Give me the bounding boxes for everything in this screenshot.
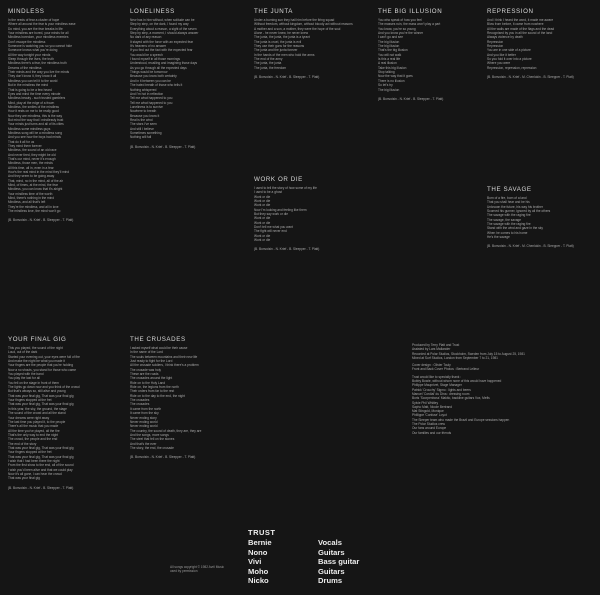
lyric-line: The savage with the raging fire [487, 222, 531, 227]
song-credit: (B. Bonvoisin - N. Krief - B. Sleepper - T. Platt) [378, 96, 444, 101]
credit-line: The Sleeper team who made the Brazil and Europe sessions happen [412, 417, 510, 422]
lyric-line: That's the big illusion [378, 48, 408, 53]
lyric-line: The crusades [130, 398, 150, 403]
lyric-line: From the first show to the end, all of the sound [8, 463, 74, 468]
lyric-line: The stars I've seen [130, 122, 157, 127]
lyric-line: Their orders from far to the rest [130, 389, 175, 394]
lyric-line: That, mind, no in the mind, all of the air [8, 178, 64, 183]
lyric-line: Never ending world [130, 419, 158, 424]
band-member-row [248, 576, 428, 586]
lyric-line: The country, the sound of death, they are, they are [130, 428, 202, 433]
lyric-line: The souls between mountains and their new life [130, 354, 198, 359]
lyric-line: That was your final gig, That was your final gig [8, 454, 74, 459]
lyric-line: Scorned his gunner, ignored by all the others [487, 209, 551, 214]
lyric-line: They don't know it, they know it all [8, 74, 57, 79]
credit-line: Produced by Terry Platt and Trust [412, 343, 460, 347]
lyric-line: Alone - he never knew, he never knew [254, 31, 309, 36]
lyric-line: Because you know both certainty [130, 74, 177, 79]
lyric-line: They use their guns for the reasons [254, 44, 305, 49]
credit-line: Boris 'Scorpenboss' Makito, backline guitars Vox, Mefis [412, 396, 490, 401]
lyric-line: Mindless song will be a mindless song [8, 130, 63, 135]
lyric-line: Started your evening out, your eyes were full of fire [8, 354, 80, 359]
lyric-line: Now I'm looking and feeling like them [254, 207, 307, 212]
credit-line: Philippe Mauprivet, Stage Manager [412, 383, 462, 388]
lyric-line: The lights go down now and you think of the crowd [8, 385, 80, 390]
lyric-line: That was your final gig, That was your final gig [8, 402, 74, 407]
lyric-line: Stand with the wind and gaze in the sky [487, 226, 543, 231]
lyric-line: Step by step, a moment, I should always answer [130, 31, 199, 36]
member-role: Vocals [318, 538, 342, 547]
lyric-line: In the reeds of fear a cluster of hope [8, 18, 60, 22]
lyric-line: Work or die [254, 203, 271, 208]
lyric-line: All the walls are made of the flags and the dead [487, 26, 555, 31]
song-title: THE JUNTA [254, 8, 293, 15]
member-role: Bass guitar [318, 557, 360, 566]
band-lineup [248, 528, 428, 586]
lyric-line: Work or die [254, 216, 271, 221]
credit-line: Mat Stingold, Monique [412, 409, 444, 414]
lyric-line: They mind them forever [8, 143, 42, 148]
lyric-line: Repression, repression, repression [487, 65, 537, 70]
lyric-line: Loud, out of the dark [8, 350, 38, 355]
lyric-line: Mindless, and all that's left [8, 200, 46, 205]
credit-line: Front and Back Cover Photos : Bertrand Lelieur [412, 367, 480, 372]
lyric-line: Where all around the fear is your mindless ease [8, 22, 76, 27]
song-credit: (B. Bonvoisin - N. Krief - B. Sleepper - T. Platt) [130, 144, 196, 149]
lyric-line: It's heavens of no answer [130, 44, 167, 49]
song-credit: (B. Bonvoisin - N. Krief - B. Sleepper - T. Platt) [254, 247, 320, 252]
lyric-line: You play the last for all [8, 376, 40, 381]
lyric-line: Tell me what happened to you [130, 96, 173, 101]
lyric-line: There's all the music that you made [8, 424, 59, 429]
lyric-line: Mindless there's a fear, the mindless truth [8, 61, 67, 66]
lyric-line: Now the way that it goes [378, 74, 413, 79]
lyric-line: Everything about a reason, a sight of the seven [130, 26, 197, 31]
lyric-line: The crusades [130, 402, 150, 407]
lyric-line: Your minds just turns and all of its cities [8, 122, 64, 127]
column-2 [130, 8, 238, 460]
song-title: REPRESSION [487, 8, 534, 15]
lyric-line: But they say work or die [254, 212, 289, 217]
column-5 [487, 8, 592, 249]
credit-line: Our fans around Europe [412, 426, 447, 431]
lyric-line: And make the night be what you made it [8, 359, 65, 364]
lyric-line: He's the savage [487, 235, 510, 240]
lyric-line: Nothing will fall [130, 135, 152, 140]
member-name: Nono [248, 547, 268, 557]
lyric-line: Now it's all gone, I can hear the crowd [8, 471, 62, 476]
lyric-line: That's the only way to end the night [8, 432, 59, 437]
lyric-line: Recognised by you in all the sound of the land [487, 31, 553, 36]
lyric-line: But mind the way that I mindlessly trust [8, 117, 64, 122]
lyric-line: And I'm hot in reflection [130, 91, 164, 96]
lyrics-list [378, 18, 478, 92]
lyric-line: The story, the end, the crusade [130, 445, 174, 450]
credit-line: Patrick 'Crouchy' Sigmo : lights and beers [412, 387, 471, 392]
lyric-line: Mindless you can tell it to the world [8, 78, 58, 83]
lyric-line: The crusade was holy [130, 367, 162, 372]
lyric-line: That was your final gig, That was your final gig [8, 393, 74, 398]
song-credit: (B. Bonvoisin - N. Krief - B. Sleepper - T. Platt) [254, 75, 320, 80]
lyric-line: Your fingers are the people that you're holding [8, 363, 73, 368]
lyric-line: The steel that fell on the stones [130, 437, 175, 442]
lyric-line: Take this big illusion [378, 65, 407, 70]
section-crusades [130, 336, 238, 459]
lyrics-list [8, 346, 116, 481]
lyric-line: How it rests on me to be really good [8, 109, 59, 114]
lyric-line: You played with the band [8, 372, 44, 377]
song-title: LONELINESS [130, 8, 175, 15]
song-title: YOUR FINAL GIG [8, 336, 67, 343]
lyric-line: Always violence by death [487, 35, 523, 40]
lyric-line: And the songs, more songs [130, 432, 169, 437]
lyric-line: The crusades around the light [130, 376, 173, 381]
lyric-line: Mindless, those men, the minds [8, 161, 53, 166]
lyric-line: I found myself in all those mornings [130, 57, 180, 62]
lyric-line: As you go through all the expected days [130, 65, 187, 70]
lyric-line: Sometimes something [130, 130, 162, 135]
lyric-line: Someone is watching you so you cannot hide [8, 44, 72, 49]
lyric-line: Work or die [254, 238, 271, 243]
lyric-line: And they seem to be going away [8, 174, 55, 179]
lyrics-list [487, 18, 592, 70]
lyric-line: The junta and the junta forever [254, 48, 298, 53]
lyric-line: The big illusion [378, 44, 400, 49]
column-4 [378, 8, 478, 111]
lyric-line: You who speak of how you feel [378, 18, 422, 22]
lyric-line: Mindless boredom, your mindless enemies [8, 35, 69, 40]
copyright-line-2: used by permission [170, 569, 198, 573]
lyric-line: Your mindless time of the worth [8, 191, 53, 196]
credit-line: Phillippe 'Confuse' Loyot [412, 413, 447, 418]
song-title: WORK OR DIE [254, 176, 303, 183]
lyric-line: You fell on the stage in front of them [8, 380, 59, 385]
lyric-line: The savage, the savage [487, 217, 522, 222]
lyric-line: That is going to be a few heard [8, 87, 52, 92]
lyric-line: That you shall hear and be his [487, 200, 530, 205]
lyric-line: And I think I heard the word, it made me aware [487, 18, 554, 22]
lyric-line: Born of a fire, born of a land [487, 196, 527, 200]
song-title: THE SAVAGE [487, 186, 532, 193]
lyric-line: These are the roads [130, 372, 159, 377]
lyric-line: The big illusion [378, 87, 400, 92]
credit-line: Our families and our friends [412, 430, 452, 435]
lyric-line: There is no illusion [378, 78, 405, 83]
credit-line: Trust would like to specially thank : [412, 374, 462, 379]
lyrics-list [254, 18, 362, 70]
lyric-line: Mindless, the sound of an old race [8, 148, 57, 153]
section-mindless [8, 8, 116, 222]
lyric-line: Mind, there's nothing in the mind [8, 196, 54, 201]
member-name: Vivi [248, 557, 262, 566]
song-credit: (B. Bonvoisin - N. Krief - M. Chenlokin - B. Sleepper - T. Platt) [487, 75, 574, 80]
lyric-line: So let's try [378, 83, 393, 88]
lyric-line: They're the mindless, and all in love [8, 204, 59, 209]
lyric-line: The junta, the freedom [254, 65, 287, 70]
lyrics-list [487, 196, 592, 239]
lyric-line: Ride on, the legions from the north [130, 385, 179, 390]
credit-line: Sylvie Phil Whitley [412, 400, 439, 405]
lyric-line: Work or die [254, 199, 271, 204]
band-member-row [248, 548, 428, 558]
lyric-line: If you find out the fact with the expected fear [130, 48, 193, 53]
lyric-line: Repression [487, 39, 504, 44]
lyric-line: Without freedom, without kingdom, without bloody act without reasons [254, 22, 353, 27]
member-role: Guitars [318, 547, 345, 557]
lyric-line: I can't go and see [378, 35, 404, 40]
lyric-line: A mother and a son, a mother, they were the hope of the soul [254, 26, 341, 31]
lyric-line: Under a burning sun they hail him before the firing squad [254, 18, 335, 22]
lyric-line: Work or die [254, 220, 271, 225]
lyric-line: Is this a real life [378, 57, 401, 62]
lyric-line: Your dreams were right away [8, 415, 50, 420]
lyric-line: Mindless some mindless guys [8, 126, 51, 131]
production-credits [412, 343, 594, 435]
lyric-line: The junta, the junta [254, 61, 282, 66]
section-savage [487, 186, 592, 248]
lyric-line: Now a no shouts, you stand for those who came [8, 367, 77, 372]
lyric-line: All the time you've played, all the fire [8, 428, 60, 433]
lyrics-list [8, 18, 116, 213]
lyric-line: It came from the north [130, 406, 162, 411]
lyric-line: Don't escape the mindless [8, 39, 46, 44]
song-title: MINDLESS [8, 8, 45, 15]
credit-line: Bobby Bowie, without whom none of this would have happened [412, 379, 502, 384]
lyric-line: A real illusion [378, 61, 397, 66]
lyric-line: You will not walk [378, 52, 402, 57]
credit-line: The Polar Studios crew [412, 422, 445, 427]
lyrics-list [254, 186, 362, 242]
column-1 [8, 8, 116, 490]
lyric-line: The savage with the raging fire [487, 213, 531, 218]
lyric-line: Don't tell me what you want [254, 225, 293, 230]
lyric-line: The fight will never end [254, 229, 287, 234]
lyric-line: Things would be tomorrow [130, 70, 168, 75]
lyric-line: Work or die [254, 233, 271, 238]
band-member-row [248, 567, 428, 577]
lyric-line: And in it between you can be [130, 78, 171, 83]
lyric-line: Ride on to the day to the end, the night [130, 393, 185, 398]
section-loneliness [130, 8, 238, 149]
lyric-line: And never tired, they might be old [8, 152, 56, 157]
lyric-line: Sleep through the lives, the truth [8, 57, 54, 62]
song-credit: (B. Bonvoisin - N. Krief - M. Chenlokin - B. Sleepper - T. Platt) [487, 244, 574, 249]
lyric-line: And still I believe [130, 126, 154, 131]
song-title: THE CRUSADES [130, 336, 186, 343]
lyric-line: Nothing whispered [130, 87, 157, 92]
lyric-line: Their minds and the way you live the minds [8, 70, 70, 75]
lyric-line: The end of the story [8, 441, 37, 446]
lyric-line: And you know you're the winner [378, 31, 424, 36]
lyric-line: It came from the sky [130, 411, 159, 416]
lyric-line: This you played, the sound of the night [8, 346, 63, 350]
lyric-line: Mindless beauty - such trusted gamblers [8, 96, 66, 101]
lyric-line: Where you were [487, 61, 511, 66]
band-name: TRUST [248, 528, 276, 537]
band-member-row [248, 557, 428, 567]
lyric-line: Loneliness is to survive [130, 104, 163, 109]
lyric-line: Mind, of times, at the mind, the fear [8, 183, 58, 188]
lyric-line: That was your final gig, That was your final gig [8, 445, 74, 450]
lyric-line: Mindless, the smiles of the mindless [8, 104, 60, 109]
section-repression [487, 8, 592, 79]
lyric-line: Never ending story [130, 415, 157, 420]
lyric-line: Because you know it [130, 113, 160, 118]
song-title: THE BIG ILLUSION [378, 8, 443, 15]
member-name: Moho [248, 566, 269, 576]
credit-line: Sapho Matt, Nicole Bertrand [412, 404, 453, 409]
lyric-line: I wish that I had been there the night [8, 458, 60, 463]
member-role: Drums [318, 576, 343, 585]
credit-line: Assisted by Lars Mallander [412, 347, 451, 352]
lyric-line: When he comes to his home [487, 230, 528, 235]
lyric-line: No dark of any reason [130, 35, 162, 40]
lyric-line: That was your final gig [8, 476, 40, 481]
lyric-line: The junta is cruel, the junta is evil [254, 39, 302, 44]
lyric-line: Your fingers stopped at the fret [8, 398, 52, 403]
song-credit: (B. Bonvoisin - N. Krief - B. Sleepper - T. Platt) [130, 455, 196, 460]
lyric-line: And you like it better [487, 52, 516, 57]
lyric-line: All this time, all in, even in a fear [8, 165, 54, 170]
lyric-line: The big illusion [378, 39, 400, 44]
copyright-notice [170, 565, 250, 573]
lyric-line: I asked myself what could be their cause [130, 346, 188, 350]
lyric-line: I used to tell the story of how some of my life [254, 186, 317, 190]
song-credit: (B. Bonvoisin - N. Krief - B. Sleepper - T. Platt) [8, 218, 74, 223]
lyric-line: In this year, the sky, the ground, the stage [8, 406, 67, 411]
lyric-line: In the hands of the men who hold the arms [254, 52, 315, 57]
lyric-line: Mind, play at the edge of a frown [8, 100, 55, 105]
column-3 [254, 8, 362, 252]
lyric-line: In the name of the Lord [130, 350, 163, 355]
lyric-line: How's the real mind in the mind they'll mind [8, 170, 70, 175]
lyric-line: The junta, the junta, the junta is a tyrant [254, 35, 310, 40]
lyric-line: Blow from before, it came from nowhere [487, 22, 544, 27]
section-junta [254, 8, 362, 79]
lyric-line: Understood, recalling and imagining those days [130, 61, 198, 66]
credit-line: Manuel 'Cordial' du Dina : dressing room [412, 391, 470, 396]
lyric-line: Nowhere to breath [130, 109, 157, 114]
lyric-line: Step by step, on the dark, I found my way [130, 22, 189, 27]
copyright-line-1: All songs copyright © 1982 Avril Music [170, 565, 225, 569]
lyrics-list [130, 18, 238, 140]
lyric-line: And you see how the boys had minds [8, 135, 61, 140]
lyric-line: Your fingers stopped at the fret [8, 450, 52, 455]
lyric-line: I wish you'd been alive and that we could play [8, 467, 73, 472]
lyric-line: The masses ruin, the mass won't play a part [378, 22, 441, 27]
lyric-line: Now they are mindless, this is the way [8, 113, 63, 118]
lyric-line: You would be a speech [130, 52, 163, 57]
song-credit: (B. Bonvoisin - N. Krief - B. Sleepper - T. Platt) [8, 485, 74, 490]
lyric-line: Dreams of the mindless [8, 65, 42, 70]
credit-line: Cover design : Olivier Touly [412, 363, 451, 368]
lyric-line: Real is the wind [130, 117, 153, 122]
credit-line: Recorded at Polar Studios, Stockholm, Sweden from July 15 to August 25, 1981 [412, 351, 525, 356]
lyric-line: Do mind, you are the fear breaks in life [8, 26, 63, 31]
credit-line: Mixed at Surf Studios, London from September 7 to 21, 1981 [412, 355, 498, 360]
member-role: Guitars [318, 566, 345, 576]
section-work-or-die [254, 176, 362, 251]
lyric-line: The sound of the crowd and all the stand [8, 411, 66, 416]
lyric-line: That do it all for us [8, 139, 35, 144]
lyric-line: And that's the ever [130, 441, 157, 446]
lyric-line: But that's always so, still alive and young [8, 389, 66, 394]
lyric-line: Someone knows what you're doing [8, 48, 58, 53]
lyric-line: You are in one side of a picture [487, 48, 531, 53]
lyric-line: The end of the army [254, 57, 283, 62]
lyric-line: Work or die [254, 194, 271, 199]
lyric-line: That's our mind, never it's enough [8, 157, 56, 161]
lyric-line: So you fold it over into a picture [487, 57, 532, 62]
lyric-line: Tell me what happened to you [130, 100, 173, 105]
section-final-gig [8, 336, 116, 490]
lyrics-list [130, 346, 238, 450]
lyric-line: Repression [487, 44, 504, 49]
lyric-line: Unknown the future, his way his brother [487, 204, 543, 209]
lyric-line: Never ending world [130, 424, 158, 429]
section-big-illusion [378, 8, 478, 101]
member-name: Bernie [248, 538, 272, 547]
lyric-line: Ride on to the Holy Land [130, 380, 166, 385]
lyric-line: You know, you're so young [378, 26, 416, 31]
lyric-line: Just ready to fight for the Lord [130, 359, 173, 364]
lyric-line: Your mindless are bored, your minds for all [8, 31, 69, 36]
lyric-line: The last time you played it, to the people [8, 419, 66, 424]
lyric-line: The mindless love, the mind won't go [8, 209, 61, 214]
lyric-line: But in the mindless the mind [8, 83, 49, 88]
lyric-line: Mindless, you can know that it's alright [8, 187, 63, 192]
lyric-line: All the way tonight your minds [8, 52, 51, 57]
lyric-line: I used to be a ghost [254, 190, 282, 195]
band-member-row [248, 538, 428, 548]
lyric-line: The crowd, the people and the end [8, 437, 58, 442]
lyric-line: Eyes and mind the time every minute [8, 91, 61, 96]
lyric-line: New has in him without, when solitude can be [130, 18, 195, 22]
lyric-line: It stayed with the force with an expected fear [130, 39, 194, 44]
lyric-line: The hated breath of those who tells it [130, 83, 183, 88]
lyric-line: All the crusade soldiers, I think there's a problem [130, 363, 199, 368]
member-name: Nicko [248, 576, 269, 585]
lyric-line: Stop talking [378, 70, 395, 75]
